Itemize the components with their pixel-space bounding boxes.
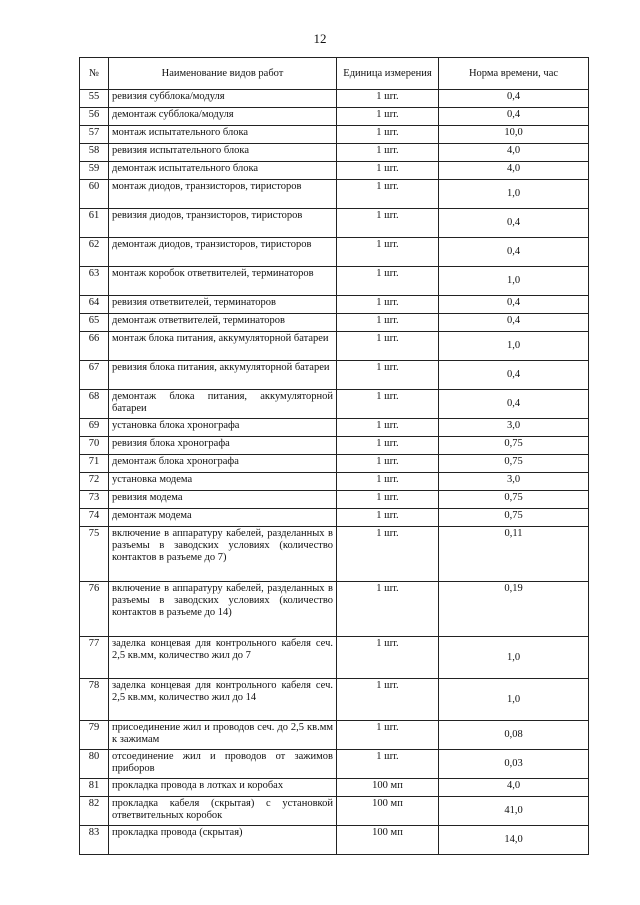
unit-cell: 1 шт. bbox=[337, 267, 439, 296]
time-norm-cell: 10,0 bbox=[439, 126, 589, 144]
work-name-cell: ревизия испытательного блока bbox=[109, 144, 337, 162]
work-name-cell: заделка концевая для контрольного кабеля сеч. 2,5 кв.мм, количество жил до 14 bbox=[109, 679, 337, 721]
time-norm-cell: 1,0 bbox=[439, 267, 589, 296]
unit-cell: 1 шт. bbox=[337, 679, 439, 721]
work-norms-table bbox=[79, 57, 589, 855]
table-row bbox=[80, 527, 589, 582]
table-row bbox=[80, 108, 589, 126]
table-row bbox=[80, 509, 589, 527]
work-name-cell: включение в аппаратуру кабелей, разделанных в разъемы в заводских условиях (количество контактов в разъеме до 7) bbox=[109, 527, 337, 582]
work-name-cell: прокладка провода в лотках и коробах bbox=[109, 779, 337, 797]
work-name-cell: демонтаж ответвителей, терминаторов bbox=[109, 314, 337, 332]
time-norm-cell: 0,4 bbox=[439, 361, 589, 390]
unit-cell: 1 шт. bbox=[337, 527, 439, 582]
header-time-norm: Норма времени, час bbox=[439, 58, 589, 90]
unit-cell: 1 шт. bbox=[337, 637, 439, 679]
table-row bbox=[80, 209, 589, 238]
header-work-name: Наименование видов работ bbox=[109, 58, 337, 90]
table-row bbox=[80, 637, 589, 679]
unit-cell: 1 шт. bbox=[337, 582, 439, 637]
row-number: 76 bbox=[80, 582, 109, 637]
work-name-cell: демонтаж испытательного блока bbox=[109, 162, 337, 180]
time-norm-cell: 0,4 bbox=[439, 296, 589, 314]
work-name-cell: монтаж коробок ответвителей, терминаторов bbox=[109, 267, 337, 296]
work-name-cell: прокладка кабеля (скрытая) с установкой ответвительных коробок bbox=[109, 797, 337, 826]
row-number: 56 bbox=[80, 108, 109, 126]
page-number: 12 bbox=[313, 31, 327, 46]
table-row bbox=[80, 314, 589, 332]
row-number: 67 bbox=[80, 361, 109, 390]
time-norm-cell: 0,75 bbox=[439, 509, 589, 527]
table-row bbox=[80, 721, 589, 750]
unit-cell: 1 шт. bbox=[337, 209, 439, 238]
row-number: 77 bbox=[80, 637, 109, 679]
work-name-cell: ревизия модема bbox=[109, 491, 337, 509]
work-name-cell: прокладка провода (скрытая) bbox=[109, 826, 337, 855]
unit-cell: 1 шт. bbox=[337, 332, 439, 361]
row-number: 78 bbox=[80, 679, 109, 721]
row-number: 60 bbox=[80, 180, 109, 209]
table-row bbox=[80, 390, 589, 419]
table-row bbox=[80, 455, 589, 473]
work-name-cell: ревизия блока хронографа bbox=[109, 437, 337, 455]
row-number: 73 bbox=[80, 491, 109, 509]
unit-cell: 1 шт. bbox=[337, 419, 439, 437]
row-number: 65 bbox=[80, 314, 109, 332]
table-row bbox=[80, 238, 589, 267]
time-norm-cell: 0,4 bbox=[439, 390, 589, 419]
work-name-cell: включение в аппаратуру кабелей, разделанных в разъемы в заводских условиях (количество контактов в разъеме до 14) bbox=[109, 582, 337, 637]
unit-cell: 1 шт. bbox=[337, 144, 439, 162]
time-norm-cell: 0,4 bbox=[439, 238, 589, 267]
time-norm-cell: 0,75 bbox=[439, 437, 589, 455]
row-number: 59 bbox=[80, 162, 109, 180]
time-norm-cell: 41,0 bbox=[439, 797, 589, 826]
unit-cell: 1 шт. bbox=[337, 721, 439, 750]
table-row bbox=[80, 797, 589, 826]
work-name-cell: демонтаж диодов, транзисторов, тиристоров bbox=[109, 238, 337, 267]
unit-cell: 1 шт. bbox=[337, 491, 439, 509]
unit-cell: 1 шт. bbox=[337, 126, 439, 144]
time-norm-cell: 0,4 bbox=[439, 90, 589, 108]
table-row bbox=[80, 679, 589, 721]
table-header-row bbox=[80, 58, 589, 90]
row-number: 66 bbox=[80, 332, 109, 361]
work-name-cell: отсоединение жил и проводов от зажимов приборов bbox=[109, 750, 337, 779]
unit-cell: 1 шт. bbox=[337, 108, 439, 126]
row-number: 61 bbox=[80, 209, 109, 238]
row-number: 83 bbox=[80, 826, 109, 855]
work-name-cell: монтаж блока питания, аккумуляторной батареи bbox=[109, 332, 337, 361]
unit-cell: 1 шт. bbox=[337, 361, 439, 390]
time-norm-cell: 14,0 bbox=[439, 826, 589, 855]
table-row bbox=[80, 361, 589, 390]
time-norm-cell: 0,08 bbox=[439, 721, 589, 750]
unit-cell: 1 шт. bbox=[337, 314, 439, 332]
time-norm-cell: 4,0 bbox=[439, 779, 589, 797]
work-name-cell: монтаж диодов, транзисторов, тиристоров bbox=[109, 180, 337, 209]
unit-cell: 1 шт. bbox=[337, 509, 439, 527]
row-number: 70 bbox=[80, 437, 109, 455]
time-norm-cell: 1,0 bbox=[439, 332, 589, 361]
table-row bbox=[80, 332, 589, 361]
work-name-cell: ревизия блока питания, аккумуляторной батареи bbox=[109, 361, 337, 390]
table-row bbox=[80, 144, 589, 162]
work-name-cell: демонтаж блока питания, аккумуляторной батареи bbox=[109, 390, 337, 419]
time-norm-cell: 1,0 bbox=[439, 180, 589, 209]
unit-cell: 1 шт. bbox=[337, 390, 439, 419]
table-row bbox=[80, 750, 589, 779]
table-row bbox=[80, 582, 589, 637]
time-norm-cell: 0,4 bbox=[439, 209, 589, 238]
row-number: 62 bbox=[80, 238, 109, 267]
work-name-cell: ревизия диодов, транзисторов, тиристоров bbox=[109, 209, 337, 238]
work-name-cell: ревизия ответвителей, терминаторов bbox=[109, 296, 337, 314]
table-row bbox=[80, 473, 589, 491]
work-name-cell: ревизия субблока/модуля bbox=[109, 90, 337, 108]
unit-cell: 1 шт. bbox=[337, 296, 439, 314]
table-row bbox=[80, 267, 589, 296]
work-name-cell: установка блока хронографа bbox=[109, 419, 337, 437]
work-name-cell: присоединение жил и проводов сеч. до 2,5 кв.мм к зажимам bbox=[109, 721, 337, 750]
row-number: 81 bbox=[80, 779, 109, 797]
unit-cell: 1 шт. bbox=[337, 162, 439, 180]
row-number: 74 bbox=[80, 509, 109, 527]
table-row bbox=[80, 491, 589, 509]
time-norm-cell: 0,4 bbox=[439, 314, 589, 332]
unit-cell: 1 шт. bbox=[337, 437, 439, 455]
work-name-cell: демонтаж модема bbox=[109, 509, 337, 527]
table-row bbox=[80, 162, 589, 180]
row-number: 57 bbox=[80, 126, 109, 144]
row-number: 68 bbox=[80, 390, 109, 419]
table-row bbox=[80, 779, 589, 797]
time-norm-cell: 1,0 bbox=[439, 679, 589, 721]
table-row bbox=[80, 826, 589, 855]
unit-cell: 1 шт. bbox=[337, 473, 439, 491]
row-number: 58 bbox=[80, 144, 109, 162]
row-number: 75 bbox=[80, 527, 109, 582]
work-name-cell: монтаж испытательного блока bbox=[109, 126, 337, 144]
row-number: 79 bbox=[80, 721, 109, 750]
work-name-cell: установка модема bbox=[109, 473, 337, 491]
time-norm-cell: 3,0 bbox=[439, 473, 589, 491]
unit-cell: 100 мп bbox=[337, 797, 439, 826]
table-row bbox=[80, 419, 589, 437]
time-norm-cell: 0,19 bbox=[439, 582, 589, 637]
row-number: 72 bbox=[80, 473, 109, 491]
row-number: 82 bbox=[80, 797, 109, 826]
unit-cell: 1 шт. bbox=[337, 750, 439, 779]
table-row bbox=[80, 437, 589, 455]
table-row bbox=[80, 126, 589, 144]
work-name-cell: заделка концевая для контрольного кабеля сеч. 2,5 кв.мм, количество жил до 7 bbox=[109, 637, 337, 679]
unit-cell: 100 мп bbox=[337, 826, 439, 855]
row-number: 69 bbox=[80, 419, 109, 437]
row-number: 71 bbox=[80, 455, 109, 473]
unit-cell: 1 шт. bbox=[337, 90, 439, 108]
time-norm-cell: 0,11 bbox=[439, 527, 589, 582]
time-norm-cell: 3,0 bbox=[439, 419, 589, 437]
table-row bbox=[80, 180, 589, 209]
row-number: 80 bbox=[80, 750, 109, 779]
unit-cell: 1 шт. bbox=[337, 455, 439, 473]
header-unit: Единица измерения bbox=[337, 58, 439, 90]
time-norm-cell: 0,4 bbox=[439, 108, 589, 126]
unit-cell: 100 мп bbox=[337, 779, 439, 797]
unit-cell: 1 шт. bbox=[337, 238, 439, 267]
time-norm-cell: 0,75 bbox=[439, 491, 589, 509]
header-number: № bbox=[80, 58, 109, 90]
table-row bbox=[80, 296, 589, 314]
time-norm-cell: 1,0 bbox=[439, 637, 589, 679]
time-norm-cell: 0,75 bbox=[439, 455, 589, 473]
time-norm-cell: 4,0 bbox=[439, 162, 589, 180]
table-row bbox=[80, 90, 589, 108]
row-number: 55 bbox=[80, 90, 109, 108]
time-norm-cell: 4,0 bbox=[439, 144, 589, 162]
work-name-cell: демонтаж субблока/модуля bbox=[109, 108, 337, 126]
row-number: 64 bbox=[80, 296, 109, 314]
row-number: 63 bbox=[80, 267, 109, 296]
unit-cell: 1 шт. bbox=[337, 180, 439, 209]
work-name-cell: демонтаж блока хронографа bbox=[109, 455, 337, 473]
time-norm-cell: 0,03 bbox=[439, 750, 589, 779]
